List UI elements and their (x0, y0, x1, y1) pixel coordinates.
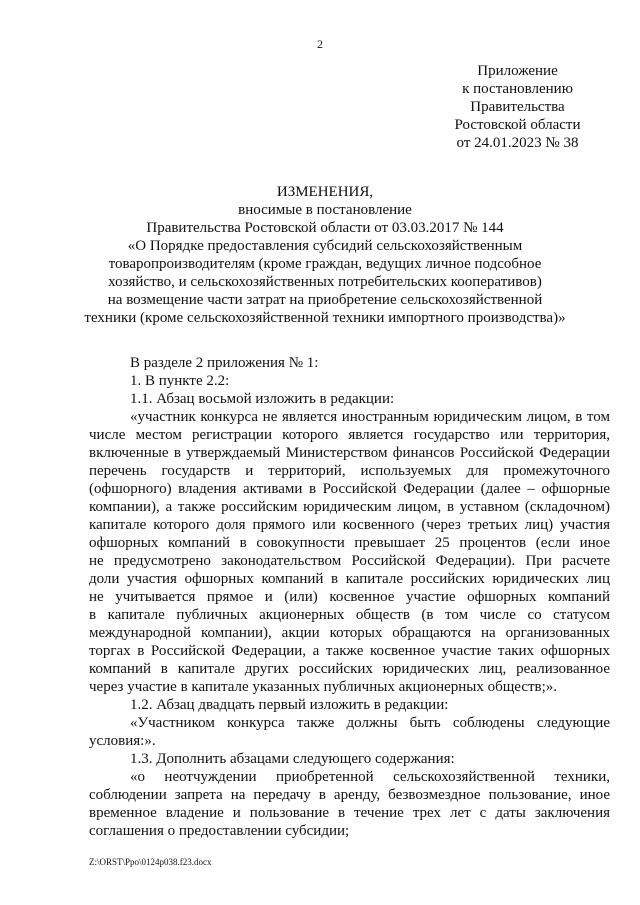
appendix-line: Правительства (470, 99, 565, 115)
title-line: товаропроизводителям (кроме граждан, ведущих личное подсобное (108, 256, 542, 272)
appendix-line: к постановлению (462, 81, 573, 97)
appendix-line: Ростовской области (454, 117, 581, 133)
appendix-header (430, 62, 605, 152)
body-line: компаний в капитале других российских юридических лиц, реализованное (89, 661, 610, 677)
body-line: включенные в утверждаемый Министерством финансов Российской Федерации (89, 445, 610, 461)
body-line: доли участия офшорных компаний в капитале российских юридических лиц (89, 571, 610, 587)
title-line: на возмещение части затрат на приобретение сельскохозяйственной (107, 292, 543, 308)
body-line: «о неотчуждении приобретенной сельскохозяйственной техники, (130, 769, 610, 785)
body-line: соблюдении запрета на передачу в аренду, безвозмездное пользование, иное (89, 787, 610, 803)
footer-file-path: Z:\ORST\Ppo\0124p038.f23.docx (89, 857, 212, 867)
body-line: торгах в Российской Федерации, а также косвенное участие таких офшорных (89, 643, 610, 659)
body-line: не предусмотрено законодательством Российской Федерации). При расчете (89, 553, 610, 569)
body-line: «участник конкурса не является иностранным юридическим лицом, в том (130, 409, 610, 425)
title-line: Правительства Ростовской области от 03.03.2017 № 144 (146, 220, 504, 236)
body-line: компании), а также российским юридическим лицом, в уставном (складочном) (89, 499, 610, 515)
body-line: 1.2. Абзац двадцать первый изложить в редакции: (130, 697, 449, 713)
title-line: техники (кроме сельскохозяйственной техники импортного производства)» (84, 310, 566, 326)
body-line: временное владение и пользование в течение трех лет с даты заключения (89, 805, 610, 821)
body-line: 1.3. Дополнить абзацами следующего содержания: (130, 751, 455, 767)
body-line: перечень государств и территорий, используемых для промежуточного (89, 463, 610, 479)
body-line: капитале которого доля прямого или косвенного (через третьих лиц) участия (89, 517, 610, 533)
body-line: (офшорного) владения активами в Российской Федерации (далее – офшорные (89, 481, 610, 497)
body-line: числе местом регистрации которого является государство или территория, (89, 427, 610, 443)
title-line: «О Порядке предоставления субсидий сельскохозяйственным (127, 238, 523, 254)
body-line: 1.1. Абзац восьмой изложить в редакции: (130, 391, 395, 407)
page-number: 2 (317, 37, 323, 51)
title-line: хозяйство, и сельскохозяйственных потребительских кооперативов) (108, 274, 542, 290)
title-line: ИЗМЕНЕНИЯ, (276, 184, 374, 200)
body-line: В разделе 2 приложения № 1: (130, 355, 319, 371)
title-line: вносимые в постановление (238, 202, 412, 218)
document-title (80, 183, 570, 327)
body-line: «Участником конкурса также должны быть соблюдены следующие (130, 715, 610, 731)
body-line: соглашения о предоставлении субсидии; (89, 823, 350, 839)
body-line: через участие в капитале указанных публичных акционерных обществ;». (89, 679, 558, 695)
appendix-line: Приложение (477, 63, 558, 79)
body-line: 1. В пункте 2.2: (130, 373, 230, 389)
body-line: не учитывается прямое и (или) косвенное участие офшорных компаний (89, 589, 610, 605)
document-body (89, 354, 610, 840)
body-line: офшорных компаний в совокупности превышает 25 процентов (если иное (89, 535, 610, 551)
body-line: условия:». (89, 733, 156, 749)
body-line: международной компании), акции которых обращаются на организованных (89, 625, 610, 641)
body-line: в капитале публичных акционерных обществ (в том числе со статусом (89, 607, 610, 623)
appendix-line: от 24.01.2023 № 38 (456, 135, 579, 151)
